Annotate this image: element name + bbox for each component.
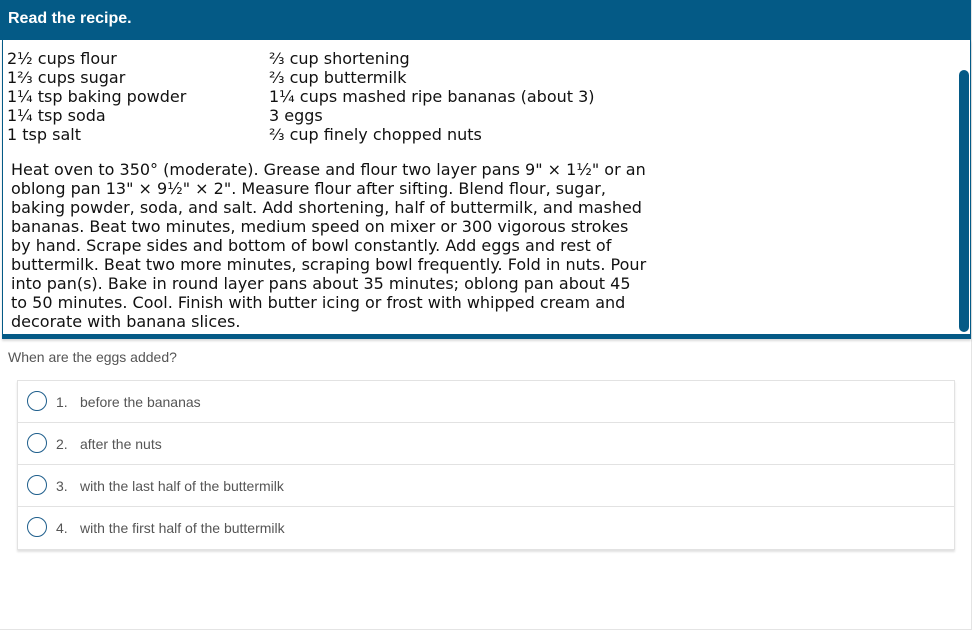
ingredient-item: ⅔ cup buttermilk [269, 68, 407, 87]
option-number: 1. [56, 394, 68, 410]
option-number: 3. [56, 478, 68, 494]
ingredient-item: ⅔ cup shortening [269, 49, 410, 68]
passage-header: Read the recipe. [0, 0, 971, 40]
question-prompt: When are the eggs added? [8, 349, 177, 365]
ingredient-item: 1⅔ cups sugar [7, 68, 126, 87]
option-number: 4. [56, 520, 68, 536]
answer-option-2[interactable] [18, 423, 954, 465]
ingredient-column-left [7, 49, 186, 144]
option-number: 2. [56, 436, 68, 452]
ingredient-column-right [269, 49, 595, 144]
passage-box [2, 40, 971, 339]
radio-button[interactable] [27, 475, 47, 495]
answer-option-4[interactable] [18, 507, 954, 549]
answer-option-3[interactable] [18, 465, 954, 507]
option-label: after the nuts [80, 436, 162, 452]
ingredient-item: 1¼ cups mashed ripe bananas (about 3) [269, 87, 595, 106]
ingredient-item: 1 tsp salt [7, 125, 81, 144]
radio-button[interactable] [27, 517, 47, 537]
ingredient-item: 1¼ tsp soda [7, 106, 106, 125]
ingredient-item: 3 eggs [269, 106, 323, 125]
ingredient-item: 2½ cups flour [7, 49, 117, 68]
radio-button[interactable] [27, 433, 47, 453]
option-label: with the first half of the buttermilk [80, 520, 285, 536]
recipe-directions: Heat oven to 350° (moderate). Grease and flour two layer pans 9" × 1½" or an oblong pan 13" × 9½" × 2". Measure flour after sifting. Blend flour, sugar, baking powder, soda, and salt. Add shortening, half of buttermilk, and mashed bananas. Beat two minutes, medium speed on mixer or 300 vigorous strokes by hand. Scrape sides and bottom of bowl constantly. Add eggs and rest of buttermilk. Beat two more minutes, scraping bowl frequently. Fold in nuts. Pour into pan(s). Bake in round layer pans about 35 minutes; oblong pan about 45 to 50 minutes. Cool. Finish with butter icing or frost with whipped cream and decorate with banana slices. [11, 160, 647, 331]
answer-options [17, 380, 955, 550]
ingredient-item: ⅔ cup finely chopped nuts [269, 125, 482, 144]
radio-button[interactable] [27, 391, 47, 411]
option-label: with the last half of the buttermilk [80, 478, 284, 494]
passage-scrollbar[interactable] [959, 70, 969, 332]
option-label: before the bananas [80, 394, 201, 410]
answer-option-1[interactable] [18, 381, 954, 423]
ingredient-item: 1¼ tsp baking powder [7, 87, 187, 106]
